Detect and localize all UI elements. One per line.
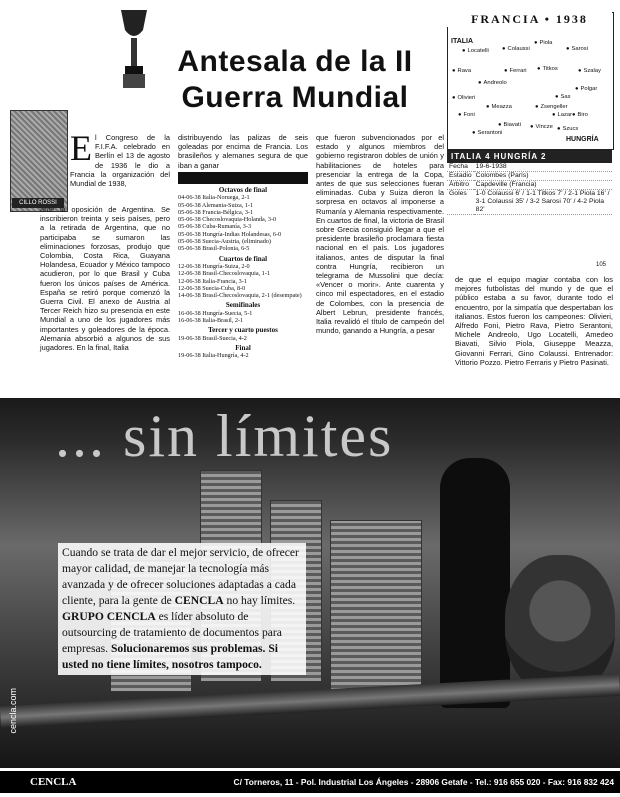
lineup-player: ● Rava — [452, 68, 471, 74]
match-facts — [447, 150, 612, 215]
ad-headline: ... sin límites — [55, 403, 394, 469]
lineup-player: ● Ferrari — [504, 68, 527, 74]
team-b-label: HUNGRÍA — [566, 136, 599, 143]
lineup-player: ● Vincze — [530, 124, 553, 130]
lineup-player: ● Biavati — [498, 122, 521, 128]
lineup-player: ● Andreolo — [478, 80, 507, 86]
player-photo — [10, 110, 68, 212]
fact-value: Capdeville (Francia) — [474, 181, 612, 190]
fact-label: Fecha — [447, 163, 474, 172]
cencla-logo: CENCLA — [30, 776, 77, 788]
results-row: 05-06-38 Hungría-Indias Holandesas, 6-0 — [178, 230, 282, 238]
page-number: 105 — [596, 262, 607, 268]
results-row: 16-06-38 Hungría-Suecia, 5-1 — [178, 309, 253, 317]
results-row: 12-06-38 Italia-Francia, 3-1 — [178, 277, 247, 285]
lineup-player: ● Sas — [555, 94, 571, 100]
results-row: 04-06-38 Italia-Noruega, 2-1 — [178, 194, 250, 202]
lineup-player: ● Polgar — [575, 86, 597, 92]
article-column-2: distribuyendo las palizas de seis goleadas por encima de Francia. Los brasileños y alemanes segura de que iban a ganar — [178, 133, 308, 170]
col1-top-text: l Congreso de la F.I.F.A. celebrado en Berlín el 13 de agosto de 1936 le dio a Francia la organización del Mundial de 1938, — [70, 133, 170, 189]
ad-text-3: es líder absoluto de outsourcing de tratamiento de documentos para empresas. — [62, 610, 282, 655]
results-section-octavos: Octavos de final — [218, 187, 268, 194]
article-column-4: de que el equipo magiar contaba con los mejores futbolistas del mundo y de que el público estaba a su favor, durante todo el encuentro, por la simpatía que despertaban los italianos. Estos fueron los campeones: Olivieri, Alfredo Foni, Pietro Rava, Pietro Serantoni, Michele Andreolo, Ugo Locatelli, Amedeo Biavati, Silvio Piola, Giuseppe Meazza, Giovanni Ferrari, Gino Colaussi. Entrenador: Vittorio Pozzo. Pietro Ferraris y Pietro Pasinati. — [455, 275, 613, 367]
results-row: 19-06-38 Italia-Hungría, 4-2 — [178, 352, 249, 360]
results-row: 05-06-38 Checoslovaquia-Holanda, 3-0 — [178, 216, 277, 224]
title-line-1: Antesala de la II — [177, 45, 413, 78]
lineup-player: ● Olivieri — [452, 95, 475, 101]
lineup-player: ● Lazar — [552, 112, 572, 118]
match-facts-table — [447, 163, 612, 215]
results-row: 14-06-38 Brasil-Checoslovaquia, 2-1 (desempate) — [178, 292, 302, 300]
fact-value: Colombes (París) — [474, 172, 612, 181]
lineup-player: ● Locatelli — [462, 48, 489, 54]
results-row: 05-06-38 Suecia-Austria, (eliminado) — [178, 238, 271, 246]
results-section-cuartos: Cuartos de final — [218, 255, 268, 263]
photo-caption: CILLO ROSSI — [12, 198, 64, 208]
ad-side-url: cencla.com — [8, 688, 18, 734]
building-image — [330, 520, 422, 692]
lineup-player: ● Serantoni — [472, 130, 502, 136]
table-row — [447, 190, 612, 215]
fact-label: Goles — [447, 190, 474, 215]
lineup-player: ● Zsengeller — [535, 104, 568, 110]
ad-text-4: Solucionaremos sus problemas. Si usted no tiene límites, nosotros tampoco. — [62, 642, 279, 671]
article-column-1-top — [70, 128, 170, 189]
fact-label: Árbitro — [447, 181, 474, 190]
lineup-player: ● Foni — [458, 112, 475, 118]
article-column-3: que fueron subvencionados por el estado y algunos miembros del gobierno registraron dobles de unión y habilitaciones de hoteles para presenciar la entrega de la Copa, antes de que sus selecciones fueran eliminadas. Cuba y Suiza dieron la sorpresa en octavos al imponerse a Rumanía y Alemania respectivamente. En cuartos de final, la victoria de Brasil sobre Grecia consiguió llegar a que el presidente brasileño proclamara fiesta nacional en el país. Los jugadores italianos, antes de disputar la final contra Hungría, recibieron un telegrama de Mussolini que decía: «Vencer o morir». Ante cuarenta y cinco mil espectadores, en el estadio de Colombes, con la presencia de Albert Lebrun, presidente francés, Italia revalidó el título de campeón del mundo, ganando a Hungría, a pesar — [316, 133, 444, 336]
lineup-player: ● Szucs — [557, 126, 578, 132]
results-row: 12-06-38 Brasil-Checoslovaquia, 1-1 — [178, 270, 270, 278]
man-silhouette — [440, 458, 510, 708]
fact-value: 1-0 Colaussi 6' / 1-1 Titkos 7' / 2-1 Piola 16' / 3-1 Colaussi 35' / 3-2 Sarosi 70' / 4-2 Piola 82' — [474, 190, 612, 215]
lineup-player: ● Sarosi — [566, 46, 588, 52]
ad-body-text — [58, 543, 306, 675]
article-column-1-bottom: ante la oposición de Argentina. Se inscribieron treinta y seis países, pero a la retirada de Argentina, que no participaba se sumaron las eliminaciones forzosas, produjo que Colombia, Costa Rica, Guayana Holandesa, Ecuador y México tampoco acudieron, por lo que Brasil y Cuba fueron los únicos países de América. España se retiró porque comenzó la Guerra Civil. El anexo de Austria al Tercer Reich hizo su presencia en este Mundial a uno de los jugadores más importantes y goleadores de la época. Alemania absorbió a algunos de sus jugadores. En la final, Italia — [40, 205, 170, 353]
match-score-header: ITALIA 4 HUNGRÍA 2 — [447, 150, 612, 163]
results-box — [178, 172, 308, 360]
lineup-player: ● Colaussi — [502, 46, 530, 52]
results-section-semis: Semifinales — [225, 302, 261, 310]
world-cup-trophy-icon — [117, 8, 151, 92]
table-row — [447, 163, 612, 172]
fact-label: Estadio — [449, 172, 472, 179]
results-row: 05-06-38 Cuba-Rumanía, 3-3 — [178, 223, 252, 231]
ad-footer — [0, 771, 620, 793]
results-row: 05-06-38 Brasil-Polonia, 6-5 — [178, 245, 250, 253]
table-row — [447, 181, 612, 190]
lineup-player: ● Szalay — [578, 68, 601, 74]
results-row: 12-06-38 Hungría-Suiza, 2-0 — [178, 262, 250, 270]
footer-address: C/ Torneros, 11 - Pol. Industrial Los Ángeles - 28906 Getafe - Tel.: 916 655 020 - Fax: 916 832 424 — [233, 777, 614, 787]
fact-value: 19-6-1938 — [474, 163, 612, 172]
lineup-player: ● Meazza — [486, 104, 512, 110]
drop-cap: E — [70, 128, 92, 168]
lineup-player: ● Piola — [534, 40, 552, 46]
pitch-title: FRANCIA • 1938 — [447, 12, 612, 27]
ad-brand-inline: CENCLA — [174, 594, 224, 607]
results-row: 19-06-38 Brasil-Suecia, 4-2 — [178, 334, 247, 342]
results-row: 05-06-38 Alemania-Suiza, 1-1 — [178, 201, 254, 209]
results-row: 05-06-38 Francia-Bélgica, 3-1 — [178, 208, 254, 216]
ad-text-1: Cuando se trata de dar el mejor servicio, de ofrecer mayor calidad, de manejar la tecnología más avanzada y de ofrecer soluciones adaptadas a cada cliente, para la gente de — [62, 546, 299, 607]
article-title — [150, 44, 440, 116]
results-row: 12-06-38 Suecia-Cuba, 8-0 — [178, 284, 246, 292]
lineup-player: ● Titkos — [537, 66, 558, 72]
results-section-tercer: Tercer y cuarto puestos — [208, 327, 278, 335]
results-row: 16-06-38 Italia-Brasil, 2-1 — [178, 317, 244, 325]
ad-brand-group: GRUPO CENCLA — [62, 610, 156, 623]
team-a-label: ITALIA — [451, 38, 474, 45]
ad-text-2: no hay límites. — [226, 594, 296, 607]
lineup-player: ● Biro — [572, 112, 588, 118]
results-section-final: Final — [235, 344, 251, 352]
table-row — [447, 172, 612, 181]
title-line-2: Guerra Mundial — [181, 81, 409, 114]
